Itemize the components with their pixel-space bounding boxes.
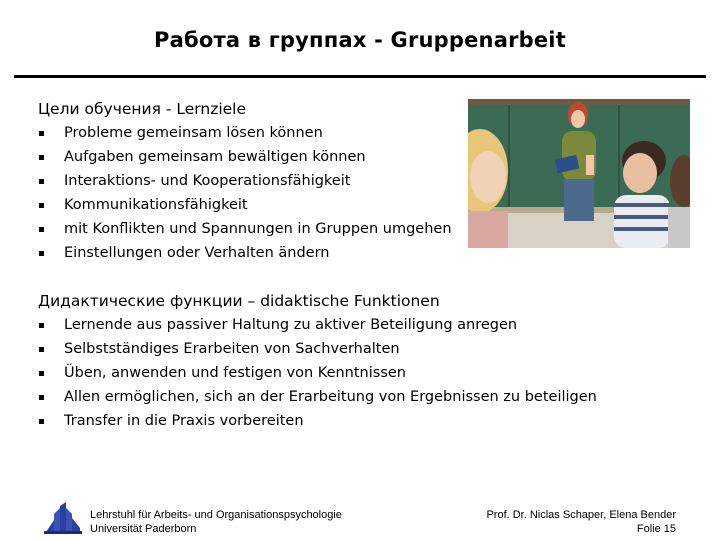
list-item [38, 409, 597, 433]
didactic-functions-section [38, 292, 597, 433]
classroom-photo [468, 99, 690, 248]
list-item [38, 169, 452, 193]
list-item-text: Allen ermöglichen, sich an der Erarbeitung von Ergebnissen zu beteiligen [64, 389, 597, 405]
list-item-text: Üben, anwenden und festigen von Kenntnissen [64, 365, 406, 381]
list-item-text: mit Konflikten und Spannungen in Gruppen umgehen [64, 221, 452, 237]
list-item-text: Interaktions- und Kooperationsfähigkeit [64, 173, 351, 189]
bullet-icon [39, 395, 44, 400]
bullet-icon [39, 227, 44, 232]
learning-goals-list [38, 121, 452, 265]
list-item-text: Kommunikationsfähigkeit [64, 197, 248, 213]
footer-institution [90, 508, 342, 536]
footer-author-info [486, 508, 676, 536]
learning-goals-heading: Цели обучения - Lernziele [38, 100, 247, 118]
bullet-icon [39, 419, 44, 424]
didactic-functions-heading: Дидактические функции – didaktische Funktionen [38, 292, 440, 310]
list-item-text: Probleme gemeinsam lösen können [64, 125, 323, 141]
bullet-icon [39, 347, 44, 352]
list-item-text: Einstellungen oder Verhalten ändern [64, 245, 330, 261]
footer-slide-number: Folie 15 [636, 523, 676, 535]
bullet-icon [39, 179, 44, 184]
bullet-icon [39, 371, 44, 376]
list-item [38, 385, 597, 409]
list-item-text: Transfer in die Praxis vorbereiten [64, 413, 304, 429]
slide-title: Работа в группах - Gruppenarbeit [154, 28, 566, 52]
list-item-text: Aufgaben gemeinsam bewältigen können [64, 149, 366, 165]
list-item [38, 193, 452, 217]
footer-authors: Prof. Dr. Niclas Schaper, Elena Bender [486, 509, 676, 521]
bullet-icon [39, 251, 44, 256]
title-divider [14, 75, 706, 78]
list-item [38, 313, 597, 337]
university-logo-icon [44, 500, 82, 534]
list-item [38, 241, 452, 265]
list-item-text: Lernende aus passiver Haltung zu aktiver Beteiligung anregen [64, 317, 518, 333]
didactic-functions-list [38, 313, 597, 433]
list-item [38, 337, 597, 361]
list-item-text: Selbstständiges Erarbeiten von Sachverhalten [64, 341, 400, 357]
list-item [38, 145, 452, 169]
list-item [38, 217, 452, 241]
bullet-icon [39, 323, 44, 328]
bullet-icon [39, 203, 44, 208]
bullet-icon [39, 155, 44, 160]
list-item [38, 121, 452, 145]
bullet-icon [39, 131, 44, 136]
footer-university: Universität Paderborn [90, 523, 197, 535]
footer-chair: Lehrstuhl für Arbeits- und Organisationspsychologie [90, 509, 342, 521]
list-item [38, 361, 597, 385]
learning-goals-section [38, 100, 452, 265]
